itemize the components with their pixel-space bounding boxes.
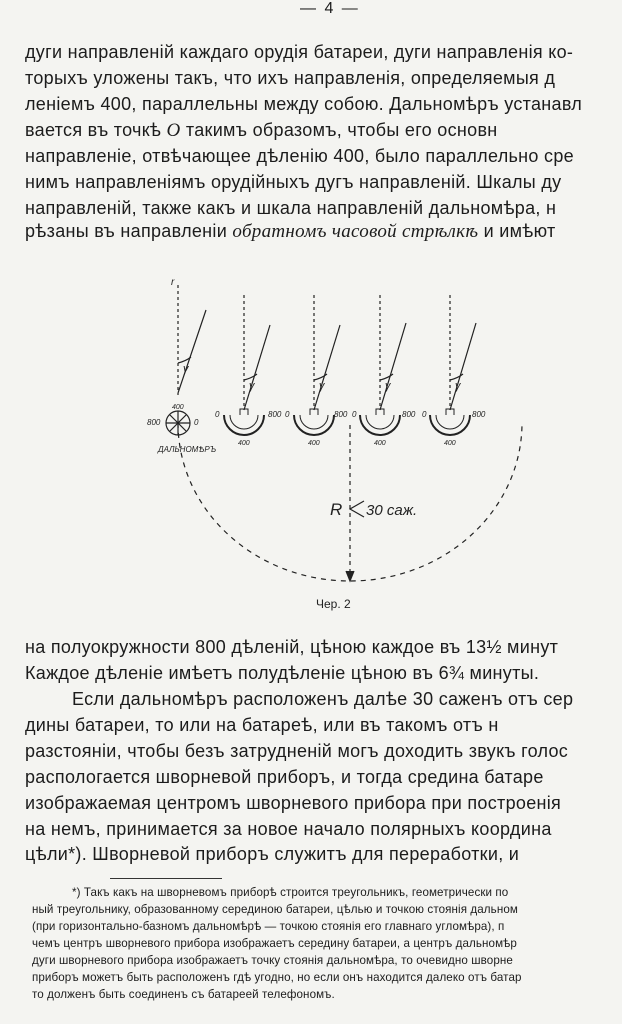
text-line: дуги направленій каждаго орудія батареи, дуги направленія ко- — [25, 42, 574, 62]
text-line: цѣли*). Шворневой приборъ служитъ для переработки, и — [25, 844, 520, 864]
angle-label: γ — [319, 380, 325, 392]
angle-label: γ — [183, 363, 189, 375]
radius-label: R — [330, 500, 343, 519]
text-line — [25, 119, 498, 142]
footnote-rule — [110, 878, 222, 879]
footnote-line: дуги шворневого прибора изображаетъ точку стоянія дальномѣра, то очевидно шворне — [32, 954, 513, 967]
text-line: леніемъ 400, параллельны между собою. Дальномѣръ устанавл — [25, 94, 583, 114]
text-line: нимъ направленіямъ орудійныхъ дугъ направленій. Шкалы ду — [25, 172, 562, 192]
rangefinder-label: ДАЛЬНОМѢРЪ — [158, 445, 217, 454]
page-number: — 4 — — [300, 0, 360, 17]
text-line: дины батареи, то или на батареѣ, или въ такомъ отъ н — [25, 715, 499, 735]
text-line: торыхъ уложены такъ, что ихъ направленія, определяемыя д — [25, 68, 556, 88]
text-line: Если дальномѣръ расположенъ далѣе 30 саженъ отъ сер — [72, 689, 574, 709]
radius-value: 30 саж. — [366, 502, 418, 519]
text-line: на полуокружности 800 дѣленій, цѣною каждое въ 13½ минут — [25, 637, 559, 657]
text-line: Каждое дѣленіе имѣетъ полудѣленіе цѣною въ 6¾ минуты. — [25, 663, 540, 683]
text-segment: рѣзаны въ направленіи — [25, 221, 233, 241]
division-label: 400 — [172, 404, 184, 411]
footnote-line: чемъ центръ шворневого прибора изображаетъ середину батареи, а центръ дальномѣр — [32, 937, 517, 950]
footnote-line: приборъ можетъ быть расположенъ гдѣ угодно, но если онъ находится далеко отъ батар — [32, 971, 522, 984]
division-label: 0 — [422, 410, 427, 419]
footnote-line: то долженъ быть соединенъ съ батареей телефономъ. — [32, 988, 335, 1001]
footnote-line: *) Такъ какъ на шворневомъ приборѣ строится треугольникъ, геометрически по — [72, 886, 509, 899]
division-label: 800 — [147, 418, 161, 427]
division-label: 400 — [238, 440, 250, 447]
italic-phrase: обратномъ часовой стрѣлкѣ — [232, 221, 479, 242]
text-line: разстояніи, чтобы безъ затрудненій могъ доходить звукъ голос — [25, 741, 569, 761]
footnote-line: (при горизонтально-базномъ дальномѣрѣ — точкою стоянія его главнаго угломѣра), п — [32, 920, 505, 933]
text-line: распологается шворневой приборъ, и тогда средина батаре — [25, 767, 544, 787]
text-line: на немъ, принимается за новое начало полярныхъ координа — [25, 819, 552, 839]
figure-caption: Чер. 2 — [316, 597, 351, 611]
division-label: 400 — [374, 440, 386, 447]
division-label: 400 — [308, 440, 320, 447]
division-label: 0 — [352, 410, 357, 419]
text-segment: и имѣют — [478, 221, 556, 241]
division-label: 0 — [194, 418, 199, 427]
text-line: направленіе, отвѣчающее дѣленію 400, было параллельно сре — [25, 146, 574, 166]
division-label: 800 — [268, 410, 282, 419]
division-label: 800 — [334, 410, 348, 419]
text-segment: такимъ образомъ, чтобы его основн — [185, 120, 498, 140]
angle-label: γ — [249, 380, 255, 392]
text-segment: вается въ точкѣ — [25, 120, 167, 140]
division-label: 800 — [472, 410, 486, 419]
angle-label: γ — [455, 380, 461, 392]
division-label: 0 — [215, 410, 220, 419]
angle-label: γ — [385, 380, 391, 392]
division-label: 800 — [402, 410, 416, 419]
point-o: O — [166, 120, 181, 141]
figure-diagram — [0, 265, 622, 625]
text-line — [25, 220, 556, 243]
division-label: 400 — [444, 440, 456, 447]
footnote-line: ный треугольнику, образованному серединою батареи, цѣлью и точкою стоянія дальном — [32, 903, 518, 916]
text-line: направленій, также какъ и шкала направленій дальномѣра, н — [25, 198, 557, 218]
text-line: изображаемая центромъ шворневого прибора при построенія — [25, 793, 562, 813]
figure-label: r — [171, 277, 175, 288]
division-label: 0 — [285, 410, 290, 419]
